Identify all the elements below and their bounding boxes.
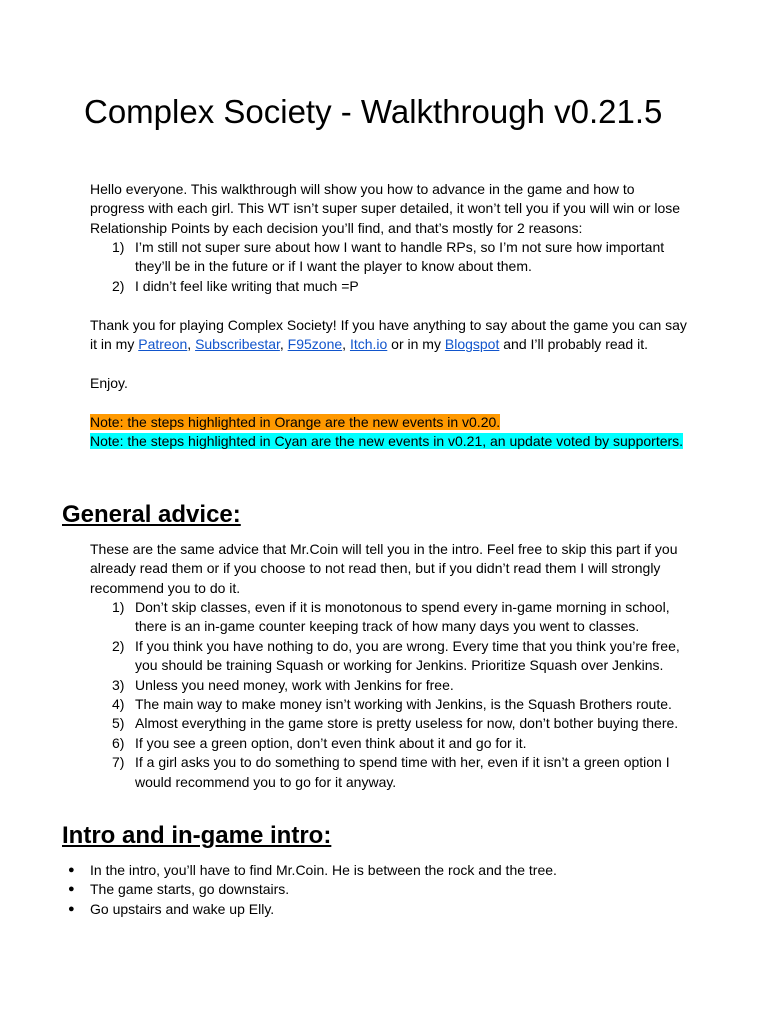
- list-item-text: If a girl asks you to do something to spend time with her, even if it isn’t a green option I would recommend you to go for it anyway.: [135, 754, 670, 790]
- enjoy-text: Enjoy.: [90, 375, 128, 391]
- list-item-text: Don’t skip classes, even if it is monotonous to spend every in-game morning in school, there is an in-game counter keeping track of how many days you went to classes.: [135, 599, 670, 635]
- list-item: [90, 676, 690, 695]
- list-item: [68, 900, 688, 919]
- list-item-text: If you think you have nothing to do, you are wrong. Every time that you think you’re free, you should be training Squash or working for Jenkins. Prioritize Squash over Jenkins.: [135, 637, 680, 674]
- list-number: 2): [112, 637, 125, 654]
- list-item-text: I’m still not super sure about how I want to handle RPs, so I’m not sure how important they’ll be in the future or if I want the player to know about them.: [135, 239, 665, 275]
- intro-paragraph: Hello everyone. This walkthrough will show you how to advance in the game and how to progress with each girl. This WT isn’t super super detailed, it won’t tell you if you will win or lose Relationship Points by each decision you’ll find, and that’s mostly for 2 reasons:: [90, 181, 681, 236]
- reasons-list: [90, 238, 690, 296]
- bullet-icon: ●: [68, 883, 75, 896]
- subscribestar-link[interactable]: Subscribestar: [195, 336, 280, 353]
- list-item: [90, 277, 690, 296]
- list-item-text: The main way to make money isn’t working with Jenkins, is the Squash Brothers route.: [135, 696, 672, 713]
- separator: ,: [187, 336, 196, 353]
- thanks-paragraph: [90, 316, 690, 355]
- list-item: [90, 753, 690, 792]
- list-item-text: The game starts, go downstairs.: [90, 881, 290, 898]
- list-number: 6): [112, 734, 125, 751]
- list-number: 4): [112, 696, 125, 713]
- list-item-text: Go upstairs and wake up Elly.: [90, 900, 275, 917]
- thanks-text: Thank you for playing Complex Society! If you have anything to say about the game you can say it in my: [90, 317, 687, 353]
- general-advice-heading: General advice:: [62, 501, 241, 528]
- general-advice-intro: These are the same advice that Mr.Coin will tell you in the intro. Feel free to skip this part if you already read them or if you choose to not read then, but if you didn’t read them I will strongly recommend you to do it.: [90, 541, 678, 596]
- bullet-icon: ●: [68, 864, 75, 876]
- note-orange: [90, 413, 690, 432]
- separator: ,: [342, 336, 350, 353]
- advice-list: [90, 598, 690, 792]
- list-item: [90, 637, 690, 676]
- list-number: 7): [112, 754, 125, 771]
- patreon-link[interactable]: Patreon: [138, 336, 188, 353]
- list-item: [90, 238, 690, 277]
- list-item-text: I didn’t feel like writing that much =P: [135, 277, 359, 294]
- separator-text: or in my: [387, 336, 445, 353]
- list-number: 1): [112, 599, 125, 615]
- list-item: [90, 695, 690, 714]
- list-item-text: In the intro, you’ll have to find Mr.Coin. He is between the rock and the tree.: [90, 862, 557, 878]
- f95zone-link[interactable]: F95zone: [287, 336, 343, 353]
- thanks-end-text: and I’ll probably read it.: [499, 336, 648, 353]
- note-cyan: [90, 432, 690, 451]
- intro-section-heading: Intro and in-game intro:: [62, 822, 332, 849]
- list-item-text: If you see a green option, don’t even think about it and go for it.: [135, 734, 527, 751]
- list-item: [90, 598, 690, 637]
- list-number: 1): [112, 239, 125, 255]
- list-item: [90, 734, 690, 753]
- list-item-text: Unless you need money, work with Jenkins for free.: [135, 676, 454, 693]
- highlight-cyan: Note: the steps highlighted in Cyan are the new events in v0.21, an update voted by supporters.: [90, 433, 684, 449]
- list-number: 3): [112, 676, 125, 693]
- itchio-link[interactable]: Itch.io: [349, 336, 388, 353]
- intro-steps-list: [68, 861, 688, 919]
- highlight-orange: Note: the steps highlighted in Orange are the new events in v0.20.: [90, 414, 501, 430]
- blogspot-link[interactable]: Blogspot: [444, 336, 500, 353]
- separator: ,: [279, 336, 288, 353]
- list-item-text: Almost everything in the game store is pretty useless for now, don’t bother buying there.: [135, 715, 679, 732]
- list-item: [90, 714, 690, 733]
- bullet-icon: ●: [68, 902, 75, 915]
- page-title: Complex Society - Walkthrough v0.21.5: [84, 93, 663, 130]
- list-item: [68, 861, 688, 880]
- list-number: 2): [112, 277, 125, 294]
- list-item: [68, 880, 688, 899]
- list-number: 5): [112, 715, 125, 732]
